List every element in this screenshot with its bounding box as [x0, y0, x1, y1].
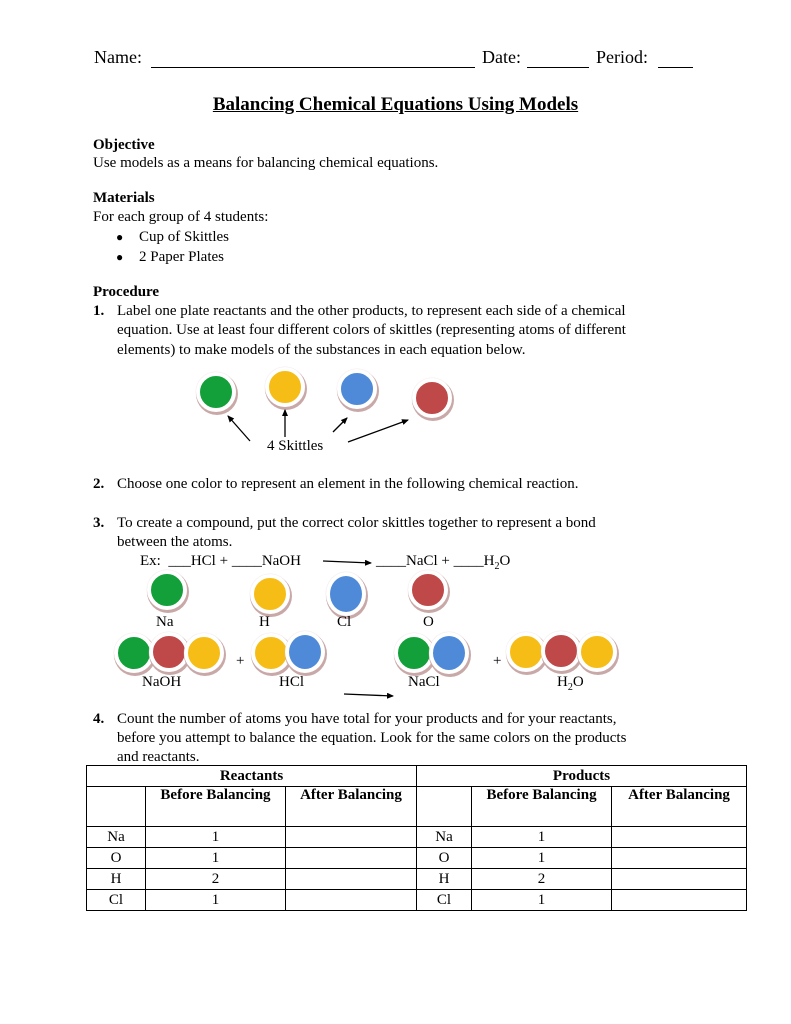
step-text: and reactants.	[117, 749, 200, 765]
step-text: Label one plate reactants and the other products, to represent each side of a chemical	[117, 303, 626, 319]
step-number: 1.	[93, 303, 105, 319]
blank[interactable]: ____	[376, 553, 406, 569]
bullet-icon: ●	[116, 230, 124, 244]
plus-sign: +	[236, 653, 245, 669]
after-balancing-header: After Balancing	[612, 787, 747, 827]
hcl-term: HCl +	[190, 553, 229, 569]
nacl-cl-skittle	[429, 632, 469, 674]
na-atom-skittle	[147, 570, 187, 610]
element-cell: H	[87, 869, 146, 890]
step-number: 2.	[93, 476, 105, 492]
cl-atom-skittle	[326, 572, 366, 616]
objective-text: Use models as a means for balancing chemical equations.	[93, 155, 439, 171]
atom-count-table	[86, 765, 747, 911]
step-text: elements) to make models of the substances in each equation below.	[117, 342, 526, 358]
page-title: Balancing Chemical Equations Using Models	[212, 94, 579, 115]
h2o-term: $H_2O$	[483, 553, 511, 572]
empty-header-cell	[87, 787, 146, 827]
blank[interactable]: ____	[453, 553, 484, 569]
step-text: Choose one color to represent an element in the following chemical reaction.	[117, 476, 579, 492]
arrow-to-red	[348, 420, 408, 442]
example-prefix: Ex:	[140, 553, 161, 569]
bullet-icon: ●	[116, 250, 124, 264]
element-cell: Cl	[87, 890, 146, 911]
step-text: Count the number of atoms you have total for your products and for your reactants,	[117, 711, 617, 727]
reaction-arrow-example	[323, 561, 371, 563]
name-label: Name:	[94, 47, 142, 67]
date-label: Date:	[482, 47, 521, 67]
nacl-term: NaCl +	[406, 553, 450, 569]
count-cell: 2	[146, 869, 286, 890]
compound-label-nacl: NaCl	[408, 674, 440, 690]
element-cell: Na	[87, 827, 146, 848]
element-cell: Cl	[417, 890, 472, 911]
step-text: To create a compound, put the correct color skittles together to represent a bond	[117, 515, 596, 531]
answer-cell[interactable]	[286, 869, 417, 890]
nacl-na-skittle	[394, 633, 434, 673]
step-number: 4.	[93, 711, 105, 727]
count-cell: 1	[472, 827, 612, 848]
answer-cell[interactable]	[612, 848, 747, 869]
table-row	[87, 848, 747, 869]
arrow-to-blue	[333, 418, 347, 432]
material-item: 2 Paper Plates	[139, 249, 224, 265]
hcl-cl-skittle	[285, 631, 325, 673]
example-products	[376, 552, 510, 576]
h2o-h2-skittle	[577, 632, 617, 672]
atom-label-o: O	[423, 614, 434, 630]
count-cell: 1	[146, 890, 286, 911]
count-cell: 1	[146, 848, 286, 869]
o-atom-skittle	[408, 570, 448, 610]
blank[interactable]: ___	[168, 553, 191, 569]
arrow-to-green	[228, 416, 250, 441]
skittles-caption: 4 Skittles	[267, 438, 324, 454]
atom-label-na: Na	[156, 614, 174, 630]
naoh-o-skittle	[149, 632, 189, 672]
products-header: Products	[417, 766, 747, 787]
procedure-heading: Procedure	[93, 284, 160, 300]
step-number: 3.	[93, 515, 105, 531]
atom-label-h: H	[259, 614, 270, 630]
materials-heading: Materials	[93, 190, 155, 206]
naoh-na-skittle	[114, 633, 154, 673]
period-label: Period:	[596, 47, 648, 67]
element-cell: O	[417, 848, 472, 869]
table-row	[87, 869, 747, 890]
h2o-h1-skittle	[506, 632, 546, 672]
h-atom-skittle	[250, 574, 290, 614]
count-cell: 2	[472, 869, 612, 890]
objective-heading: Objective	[93, 137, 155, 153]
answer-cell[interactable]	[612, 869, 747, 890]
naoh-h-skittle	[184, 633, 224, 673]
compound-label-hcl: HCl	[279, 674, 305, 690]
naoh-term: NaOH	[261, 553, 301, 569]
example-equation	[140, 552, 301, 571]
reactants-header: Reactants	[87, 766, 417, 787]
materials-intro: For each group of 4 students:	[93, 209, 269, 225]
compound-label-naoh: NaOH	[142, 674, 182, 690]
h2o-o-skittle	[541, 631, 581, 671]
blank[interactable]: ____	[231, 553, 262, 569]
answer-cell[interactable]	[612, 827, 747, 848]
step-text: between the atoms.	[117, 534, 233, 550]
element-cell: Na	[417, 827, 472, 848]
answer-cell[interactable]	[286, 848, 417, 869]
reaction-arrow-models	[344, 694, 393, 696]
element-cell: H	[417, 869, 472, 890]
count-cell: 1	[472, 890, 612, 911]
step-text: equation. Use at least four different colors of skittles (representing atoms of different	[117, 322, 626, 338]
answer-cell[interactable]	[286, 827, 417, 848]
atom-label-cl: Cl	[337, 614, 352, 630]
table-row	[87, 827, 747, 848]
count-cell: 1	[472, 848, 612, 869]
plus-sign: +	[493, 653, 502, 669]
compound-label-h2o: $H_2O$	[557, 674, 584, 693]
table-row	[87, 890, 747, 911]
empty-header-cell	[417, 787, 472, 827]
after-balancing-header: After Balancing	[286, 787, 417, 827]
count-cell: 1	[146, 827, 286, 848]
answer-cell[interactable]	[612, 890, 747, 911]
element-cell: O	[87, 848, 146, 869]
before-balancing-header: Before Balancing	[472, 787, 612, 827]
material-item: Cup of Skittles	[139, 229, 230, 245]
step-text: before you attempt to balance the equation. Look for the same colors on the products	[117, 730, 627, 746]
before-balancing-header: Before Balancing	[146, 787, 286, 827]
answer-cell[interactable]	[286, 890, 417, 911]
